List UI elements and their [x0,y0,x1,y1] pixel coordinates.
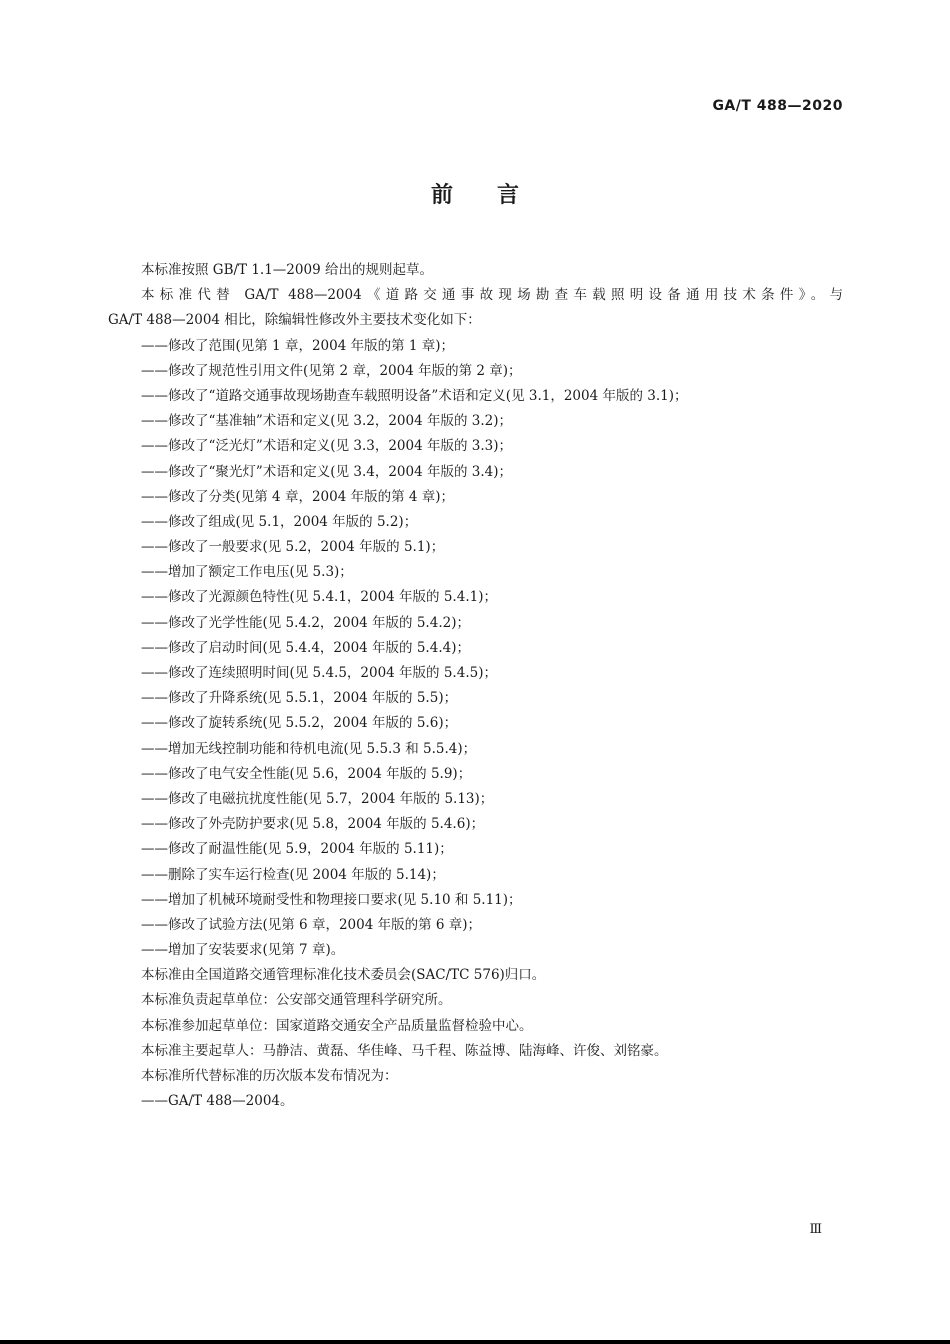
change-item: ——修改了“道路交通事故现场勘查车载照明设备”术语和定义(见 3.1，2004 年版的 3.1)； [141,387,688,404]
change-item: ——修改了一般要求(见 5.2，2004 年版的 5.1)； [141,539,445,556]
standard-code: GA/T 488—2020 [712,98,843,114]
change-item: ——修改了旋转系统(见 5.5.2，2004 年版的 5.6)； [141,715,458,732]
change-item: ——修改了光源颜色特性(见 5.4.1，2004 年版的 5.4.1)； [141,589,497,606]
paragraph-lead-drafter-unit: 本标准负责起草单位：公安部交通管理科学研究所。 [141,992,452,1009]
paragraph-drafting-rule: 本标准按照 GB/T 1.1—2009 给出的规则起草。 [141,262,433,278]
preface-body [108,258,843,1114]
paragraph-version-history: 本标准所代替标准的历次版本发布情况为： [141,1068,398,1084]
paragraph-replacement-line2: GA/T 488—2004 相比，除编辑性修改外主要技术变化如下： [108,312,481,329]
change-item: ——修改了规范性引用文件(见第 2 章，2004 年版的第 2 章)； [141,362,522,379]
paragraph-technical-committee: 本标准由全国道路交通管理标准化技术委员会(SAC/TC 576)归口。 [141,967,546,984]
change-item: ——修改了组成(见 5.1，2004 年版的 5.2)； [141,513,418,530]
change-item: ——增加了机械环境耐受性和物理接口要求(见 5.10 和 5.11)； [141,891,522,908]
change-item: ——修改了启动时间(见 5.4.4，2004 年版的 5.4.4)； [141,639,470,656]
change-item: ——修改了外壳防护要求(见 5.8，2004 年版的 5.4.6)； [141,816,485,833]
page-number: Ⅲ [809,1222,822,1237]
change-item: ——删除了实车运行检查(见 2004 年版的 5.14)； [141,866,445,883]
change-list [108,334,843,964]
change-item: ——修改了“泛光灯”术语和定义(见 3.3，2004 年版的 3.3)； [141,438,513,455]
paragraph-participating-unit: 本标准参加起草单位：国家道路交通安全产品质量监督检验中心。 [141,1017,533,1034]
change-item: ——修改了“基准轴”术语和定义(见 3.2，2004 年版的 3.2)； [141,413,513,430]
change-item: ——增加了额定工作电压(见 5.3)； [141,564,353,581]
footer-rule [0,1340,950,1344]
paragraph-replacement-line1: 本标准代替 GA/T 488—2004《道路交通事故现场勘查车载照明设备通用技术条件》。与 [141,287,843,304]
page-title: 前言 [430,183,563,208]
change-item: ——增加了安装要求(见第 7 章)。 [141,942,345,959]
change-item: ——修改了范围(见第 1 章，2004 年版的第 1 章)； [141,337,455,354]
change-item: ——修改了耐温性能(见 5.9，2004 年版的 5.11)； [141,841,453,858]
change-item: ——修改了电气安全性能(见 5.6，2004 年版的 5.9)； [141,765,472,782]
change-item: ——修改了“聚光灯”术语和定义(见 3.4，2004 年版的 3.4)； [141,463,513,480]
change-item: ——修改了电磁抗扰度性能(见 5.7，2004 年版的 5.13)； [141,790,494,807]
change-item: ——修改了分类(见第 4 章，2004 年版的第 4 章)； [141,488,455,505]
paragraph-main-drafters: 本标准主要起草人：马静洁、黄磊、华佳峰、马千程、陈益博、陆海峰、许俊、刘铭豪。 [141,1042,668,1059]
change-item: ——增加无线控制功能和待机电流(见 5.5.3 和 5.5.4)； [141,740,477,757]
change-item: ——修改了光学性能(见 5.4.2，2004 年版的 5.4.2)； [141,614,470,631]
change-item: ——修改了连续照明时间(见 5.4.5，2004 年版的 5.4.5)； [141,665,497,681]
change-item: ——修改了升降系统(见 5.5.1，2004 年版的 5.5)； [141,690,458,707]
change-item: ——修改了试验方法(见第 6 章，2004 年版的第 6 章)； [141,916,482,933]
version-history-item: ——GA/T 488—2004。 [141,1093,294,1110]
